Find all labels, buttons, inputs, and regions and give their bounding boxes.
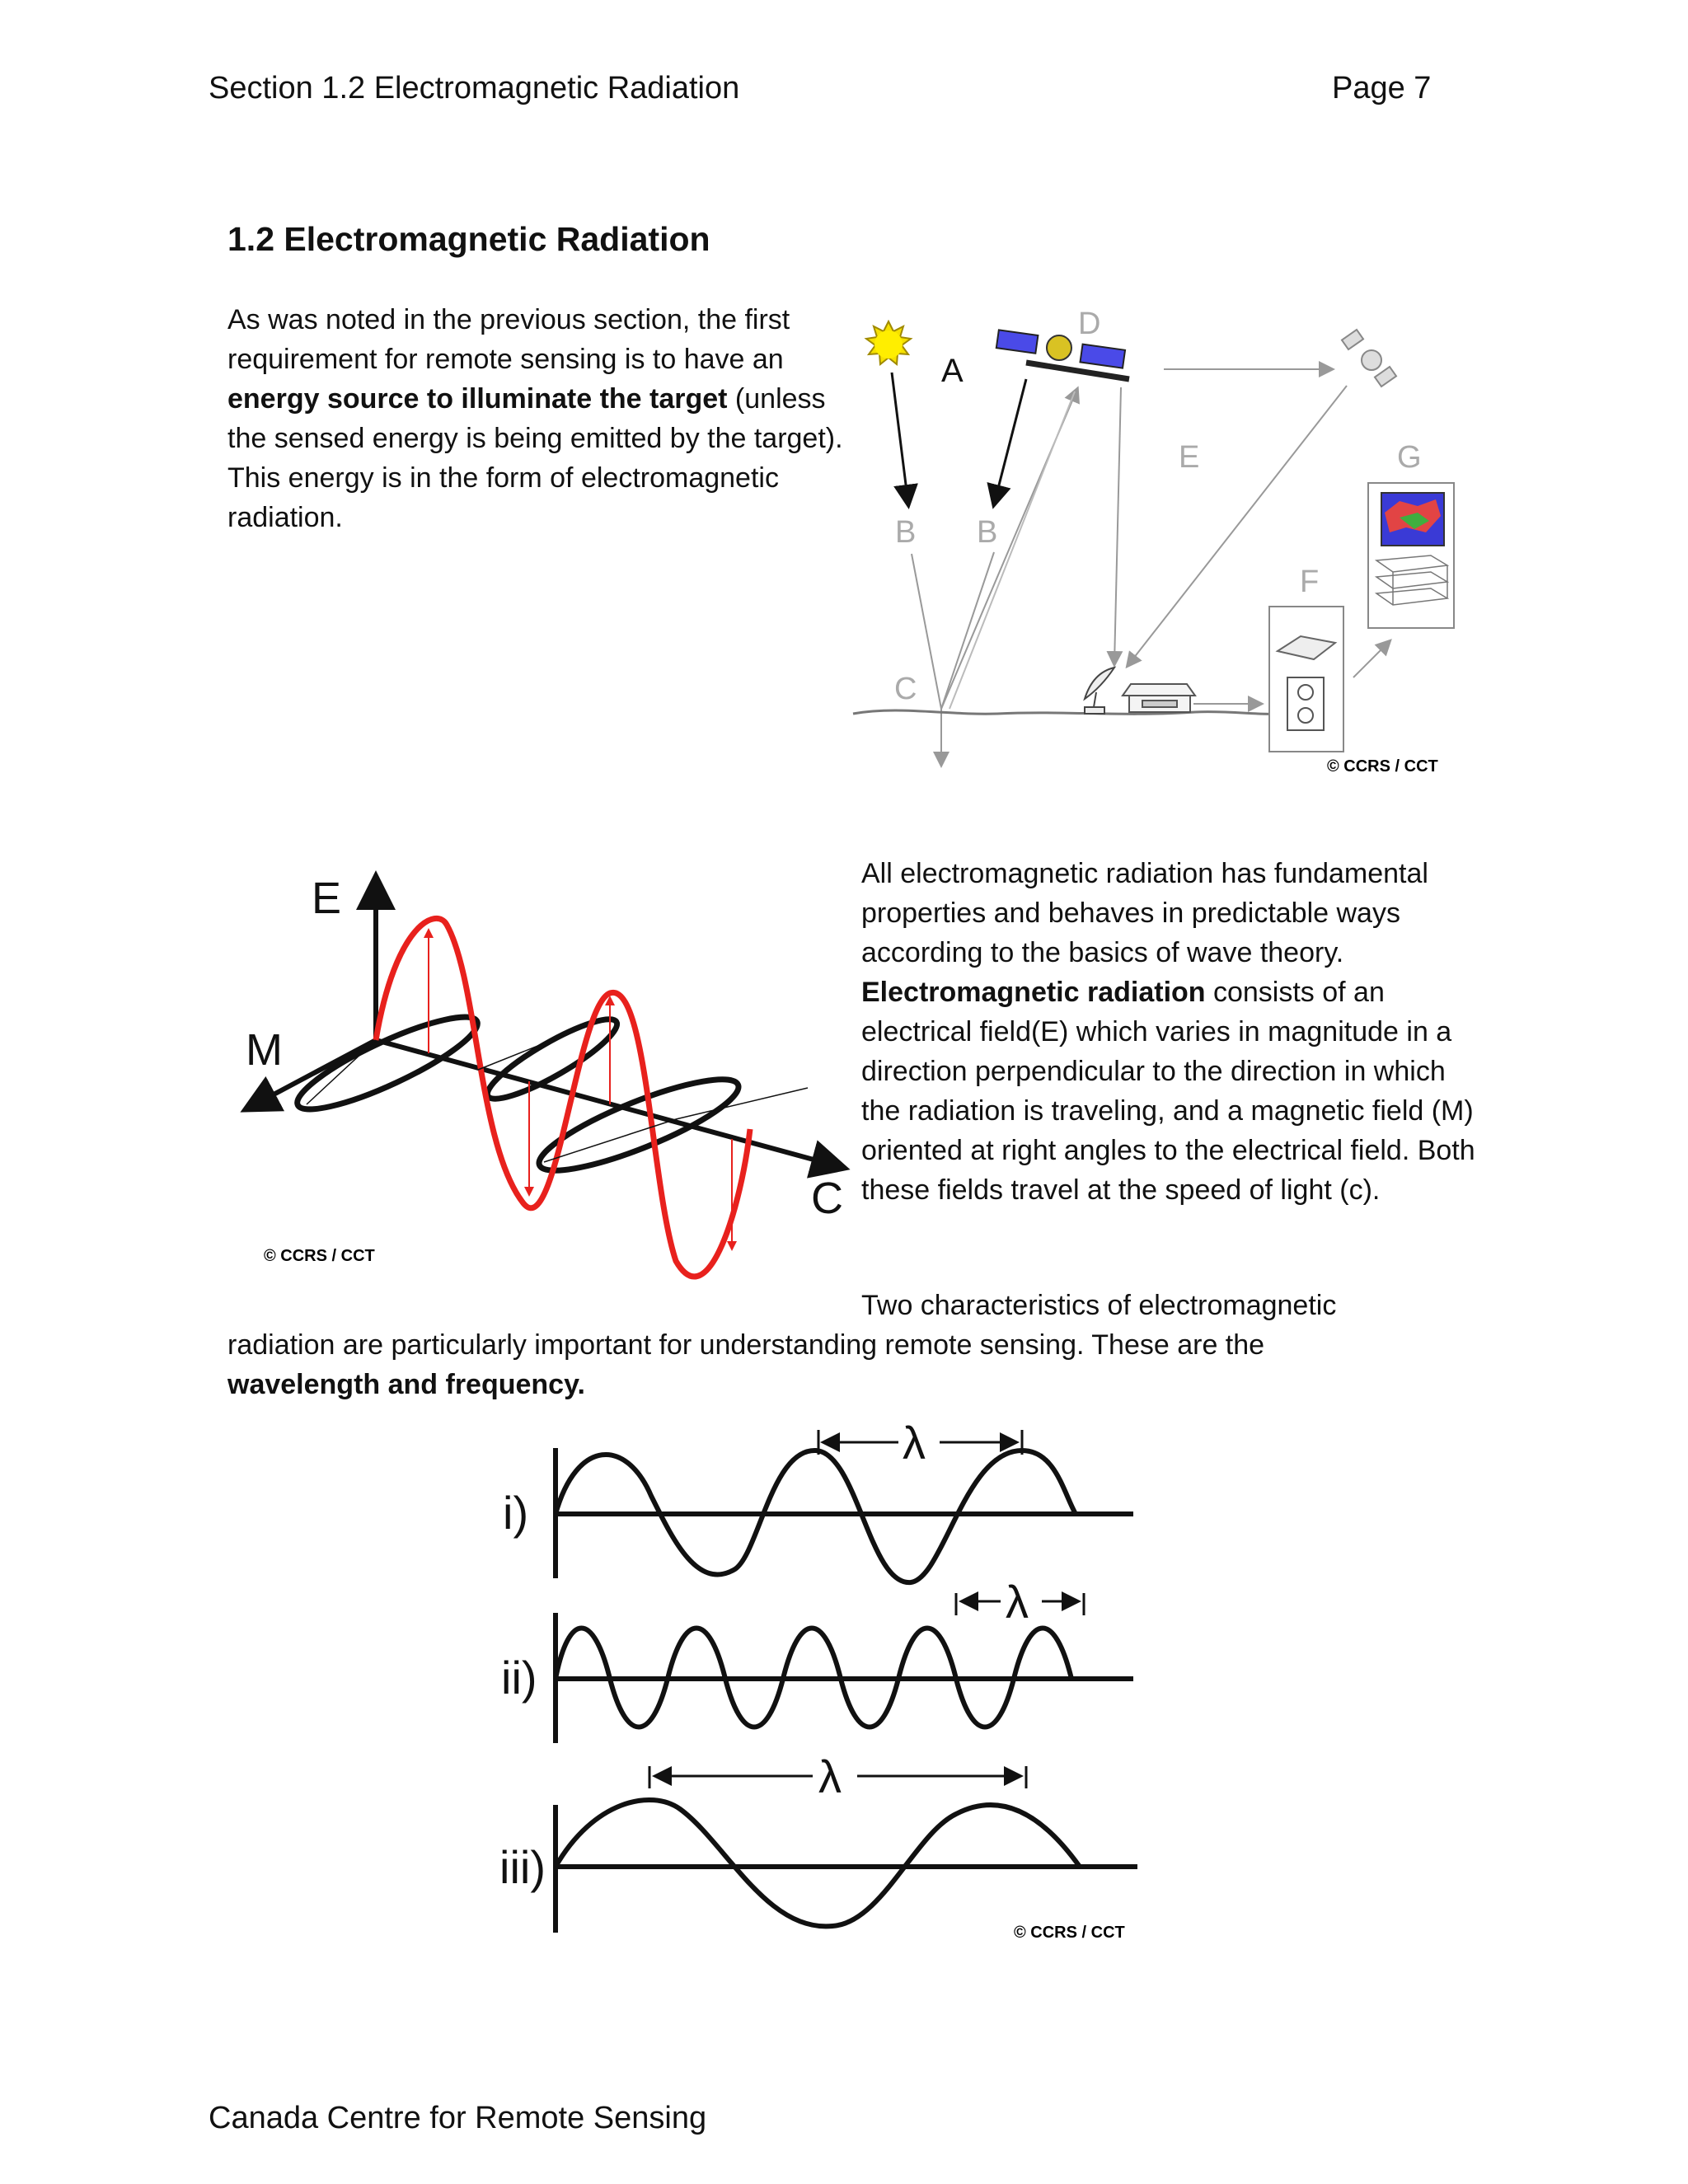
wave-label-iii: iii) [499,1841,546,1893]
label-c: C [894,672,917,706]
sun-icon [866,321,911,364]
em-label-m: M [246,1025,283,1075]
characteristics-line-1: Two characteristics of electromagnetic [861,1290,1337,1321]
ground-station-icon [1123,684,1195,712]
wavelength-figure-copyright: © CCRS / CCT [1014,1924,1125,1942]
running-header-section: Section 1.2 Electromagnetic Radiation [209,71,740,105]
lambda-label-iii: λ [818,1750,842,1802]
characteristics-line-2: radiation are particularly important for understanding remote sensing. These are the [227,1329,1265,1361]
running-footer: Canada Centre for Remote Sensing [209,2101,707,2135]
label-d: D [1078,307,1101,341]
em-paragraph [861,854,1475,1210]
em-wave-figure [231,857,857,1286]
em-text-1: All electromagnetic radiation has fundamental properties and behaves in predictable ways according to the basics of wave theory. [861,858,1428,968]
running-header-page-number: Page 7 [1332,71,1432,105]
em-bold: Electromagnetic radiation [861,977,1206,1008]
remote-sensing-process-figure [849,297,1475,791]
intro-paragraph [227,300,846,537]
label-e: E [1179,440,1200,475]
label-f: F [1300,565,1320,599]
lambda-label-i: λ [903,1417,926,1469]
em-text-2: consists of an electrical field(E) which varies in magnitude in a direction perpendicular to the direction in which the radiation is traveling, and a magnetic field (M) oriented at right angles to the electrical field. Both these fields travel at the speed of light (c). [861,977,1475,1206]
intro-text-2: (unless the sensed energy is being emitted by the target). This energy is in the form of electromagnetic radiation. [227,383,843,533]
wavelength-figure [495,1413,1154,1957]
section-heading: 1.2 Electromagnetic Radiation [227,220,710,258]
intro-bold: energy source to illuminate the target [227,383,728,415]
process-figure-copyright: © CCRS / CCT [1327,757,1438,776]
wave-label-ii: ii) [501,1652,537,1704]
label-g: G [1397,440,1422,475]
label-b-2: B [977,515,998,550]
em-label-c: C [811,1174,843,1223]
em-figure-copyright: © CCRS / CCT [264,1247,375,1265]
label-a: A [941,353,964,389]
wave-label-i: i) [503,1487,529,1539]
intro-text-1: As was noted in the previous section, the first requirement for remote sensing is to have an [227,304,790,375]
label-b-1: B [895,515,917,550]
relay-satellite-icon [1342,330,1396,387]
em-label-e: E [312,874,342,923]
processing-panel-icon [1269,607,1343,752]
receiving-dish-icon [1085,668,1114,714]
image-product-icon [1368,483,1454,628]
characteristics-bold: wavelength and frequency. [227,1369,585,1400]
lambda-label-ii: λ [1006,1576,1029,1628]
satellite-icon [996,330,1129,379]
